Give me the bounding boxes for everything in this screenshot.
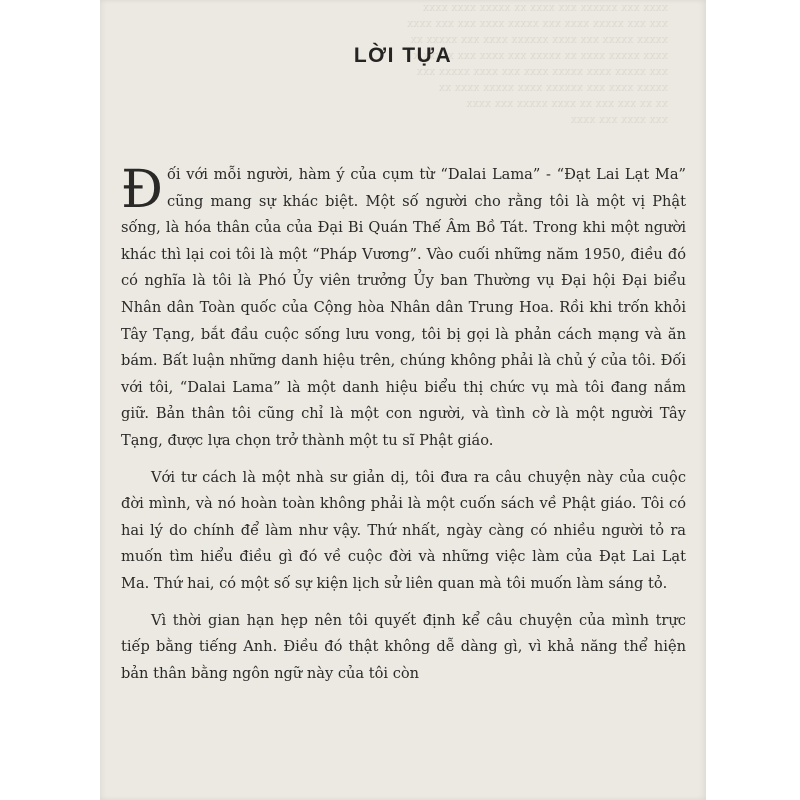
paragraph-intro-text: ối với mỗi người, hàm ý của cụm từ “Dalai Lama” - “Đạt Lai Lạt Ma” cũng mang sự khác biệt. Một số người cho rằng tôi là một vị Phật sống, là hóa thân của của Đại Bi Quán Thế Âm Bồ Tát. Trong khi một người khác thì lại coi tôi là một “Pháp Vương”. Vào cuối những năm 1950, điều đó có nghĩa là tôi là Phó Ủy viên trưởng Ủy ban Thường vụ Đại hội Đại biểu Nhân dân Toàn quốc của Cộng hòa Nhân dân Trung Hoa. Rồi khi trốn khỏi Tây Tạng, bắt đầu cuộc sống lưu vong, tôi bị gọi là phản cách mạng và ăn bám. Bất luận những danh hiệu trên, chúng không phải là chủ ý của tôi. Đối với tôi, “Dalai Lama” là một danh hiệu biểu thị chức vụ mà tôi đang nắm giữ. Bản thân tôi cũng chỉ là một con người, và tình cờ là một người Tây Tạng, được lựa chọn trở thành một tu sĩ Phật giáo.: [121, 166, 686, 449]
paragraph-intro: [121, 162, 686, 455]
paragraph: Với tư cách là một nhà sư giản dị, tôi đưa ra câu chuyện này của cuộc đời mình, và nó hoàn toàn không phải là một cuốn sách về Phật giáo. Tôi có hai lý do chính để làm như vậy. Thứ nhất, ngày càng có nhiều người tỏ ra muốn tìm hiểu điều gì đó về cuộc đời và những việc làm của Đạt Lai Lạt Ma. Thứ hai, có một số sự kiện lịch sử liên quan mà tôi muốn làm sáng tỏ.: [121, 468, 686, 592]
paragraph: Vì thời gian hạn hẹp nên tôi quyết định kể câu chuyện của mình trực tiếp bằng tiếng Anh. Điều đó thật không dễ dàng gì, vì khả năng thể hiện bản thân bằng ngôn ngữ này của tôi còn: [121, 611, 686, 682]
bleed-through-texture: xxxx xxx xxxxxx xxx xxxx xx xxxxx xxxx xxxx xxx xxx xxxxx xxxx xxx xxxxx xxxx xxx xxx xxxx xxxxx xxxxx xxx xxxx xxxxxx xxxx xxx xxxxx xx xxxx xxxxx xxxx xx xxxxx xxx xxxx xxx xxxxx x xxx xxxxx xxxx xxxxx xxxx xxx xxxx xxxxx xxx xxxxx xxxx xxx xxxxxx xxxx xxxxx xxxx xx xx xx xxx xxx xx xxxx xxxxx xxx xxxx xxx xxxx xxx xxxx: [406, 1, 668, 126]
page-title: LỜI TỰA: [353, 44, 453, 67]
body-text: [121, 162, 686, 697]
drop-cap: Đ: [121, 160, 163, 220]
book-page: [100, 0, 706, 800]
